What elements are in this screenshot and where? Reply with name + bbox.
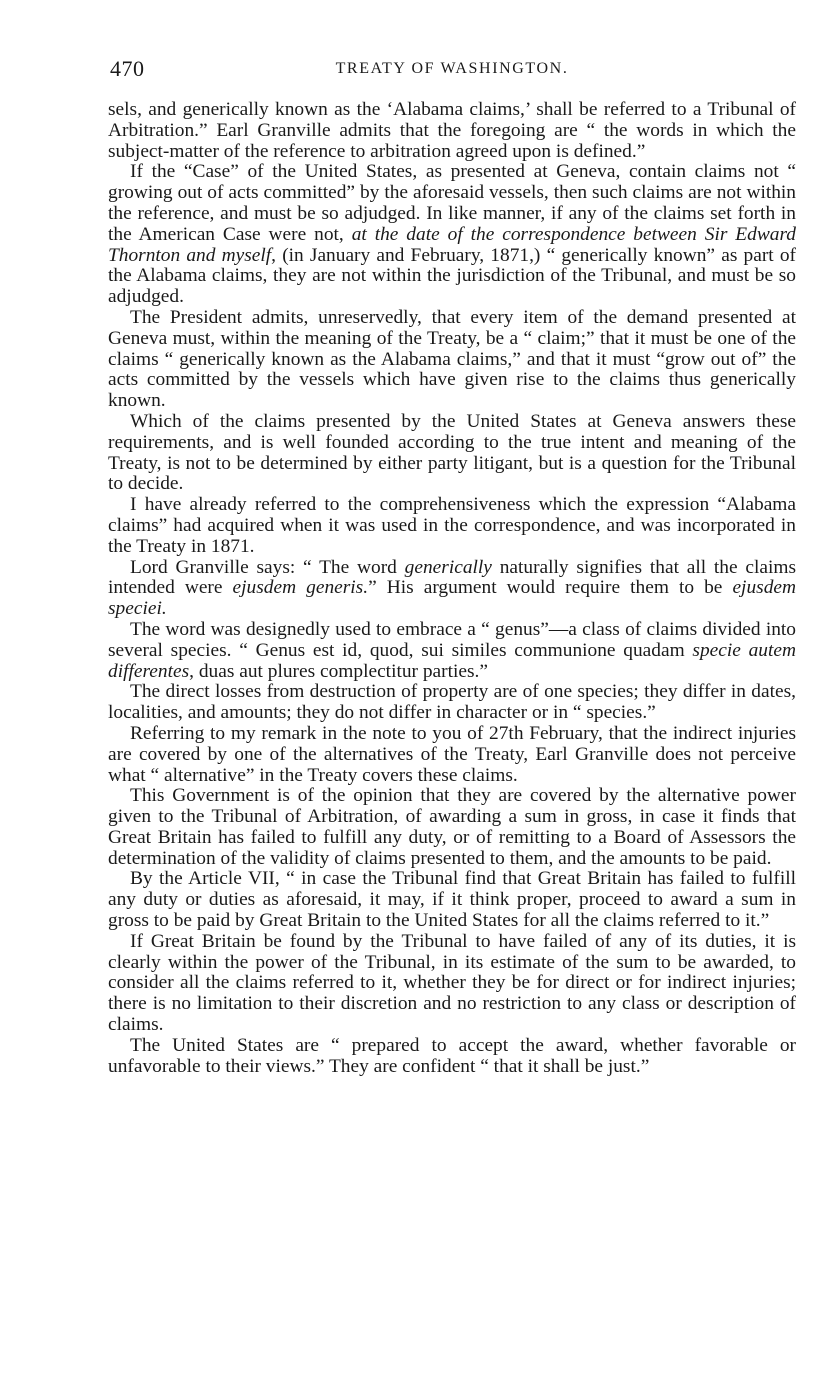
text-run: If the “Case” of the United States, as presented at Geneva, contain claims not “ growing out of acts committed” by the aforesaid vessels, then such claims are not within the reference, and must be so adjudged. In like manner, if any of the claims set forth in the American Case were not, xyxy=(108,161,796,245)
text-run: ” His argument would require them to be xyxy=(368,577,733,599)
text-run: The United States are “ prepared to accept the award, whether favorable or unfavorable to their views.” They are confident “ that it shall be just.” xyxy=(108,1034,796,1077)
paragraph xyxy=(108,724,796,786)
body-text xyxy=(108,100,796,1077)
text-run: Referring to my remark in the note to you of 27th February, that the indirect injuries are covered by one of the alternatives of the Treaty, Earl Granville does not perceive what “ alternative” in the Treaty covers these claims. xyxy=(108,722,796,786)
italic-text: at the date of the correspondence between Sir Edward Thornton and myself xyxy=(108,223,796,266)
paragraph xyxy=(108,620,796,682)
paragraph xyxy=(108,100,796,162)
text-run: Which of the claims presented by the United States at Geneva answers these requirements, and is well founded according to the true intent and meaning of the Treaty, is not to be determined by either party litigant, but is a question for the Tribunal to decide. xyxy=(108,410,796,495)
text-run: I have already referred to the comprehensiveness which the expression “Alabama claims” had acquired when it was used in the correspondence, and was incorporated in the Treaty in 1871. xyxy=(108,494,796,557)
italic-text: generically xyxy=(404,556,492,578)
paragraph xyxy=(108,412,796,495)
italic-text: ejusdem speciei. xyxy=(108,577,796,620)
running-head xyxy=(108,56,796,86)
text-run: naturally signifies that all the claims intended were xyxy=(108,556,796,599)
text-run: sels, and generically known as the ‘Alabama claims,’ shall be referred to a Tribunal of Arbitration.” Earl Granville admits that the foregoing are “ the words in which the subject-matter of the reference to arbitration agreed upon is defined.” xyxy=(108,99,796,162)
italic-text: ejusdem generis. xyxy=(232,577,369,599)
paragraph xyxy=(108,869,796,931)
text-run: This Government is of the opinion that they are covered by the alternative power given to the Tribunal of Arbitration, of awarding a sum in gross, in case it finds that Great Britain has failed to fulfill any duty, or of remitting to a Board of Assessors the determination of the validity of claims presented to them, and the amounts to be paid. xyxy=(108,785,796,869)
paragraph xyxy=(108,786,796,869)
text-run: The President admits, unreservedly, that every item of the demand presented at Geneva must, within the meaning of the Treaty, be a “ claim;” that it must be one of the claims “ generically known as the Alabama claims,” and that it must “grow out of” the acts committed by the vessels which have given rise to the claims thus generically known. xyxy=(108,306,796,412)
text-run: , (in January and February, 1871,) “ generically known” as part of the Alabama claims, they are not within the jurisdiction of the Tribunal, and must be so adjudged. xyxy=(108,244,797,308)
paragraph xyxy=(108,1036,796,1078)
paragraph xyxy=(108,682,796,724)
text-run: The word was designedly used to embrace a “ genus”—a class of claims divided into several species. “ Genus est id, quod, sui similes communione quadam xyxy=(108,618,796,661)
text-run: Lord Granville says: “ The word xyxy=(130,556,405,578)
text-run: By the Article VII, “ in case the Tribunal find that Great Britain has failed to fulfill any duty or duties as aforesaid, it may, if it think proper, proceed to award a sum in gross to be paid by Great Britain to the United States for all the claims referred to it.” xyxy=(108,868,796,932)
paragraph xyxy=(108,495,796,557)
italic-text: specie autem differentes xyxy=(108,639,796,682)
text-run: The direct losses from destruction of property are of one species; they differ in dates, localities, and amounts; they do not differ in character or in “ species.” xyxy=(108,681,796,724)
text-run: , duas aut plures complectitur parties.” xyxy=(189,660,488,682)
book-page xyxy=(108,56,796,1077)
paragraph xyxy=(108,308,796,412)
running-title: TREATY OF WASHINGTON. xyxy=(335,60,569,77)
text-run: If Great Britain be found by the Tribunal to have failed of any of its duties, it is clearly within the power of the Tribunal, in its estimate of the sum to be awarded, to consider all the claims referred to it, whether they be for direct or for indirect injuries; there is no limitation to their discretion and no restriction to any class or description of claims. xyxy=(108,930,796,1036)
paragraph xyxy=(108,558,796,620)
page-number: 470 xyxy=(110,56,145,81)
paragraph xyxy=(108,162,796,308)
paragraph xyxy=(108,932,796,1036)
